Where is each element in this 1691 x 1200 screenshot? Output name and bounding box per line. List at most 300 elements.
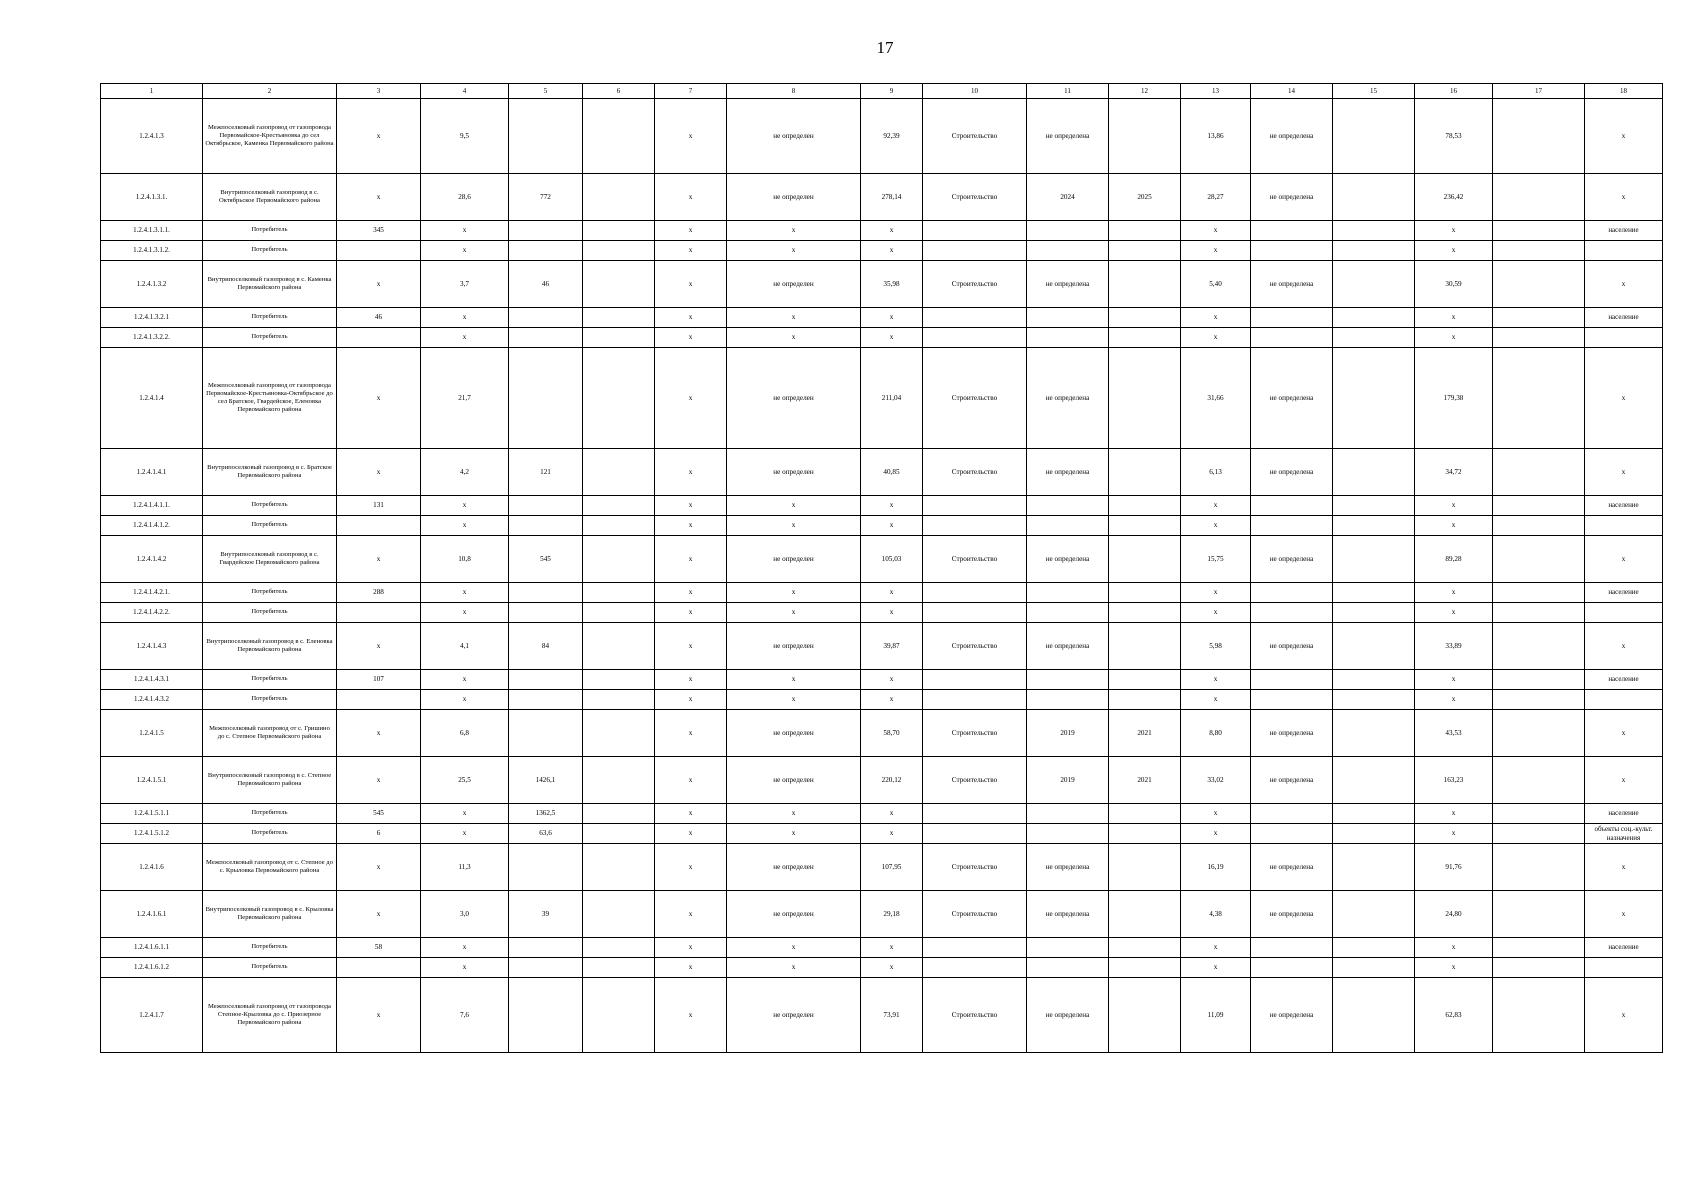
table-cell-col-8: x bbox=[727, 496, 861, 516]
table-cell-col-5: 84 bbox=[509, 623, 583, 670]
table-cell-col-4: 9,5 bbox=[421, 99, 509, 174]
table-cell-col-11: не определена bbox=[1027, 348, 1109, 449]
table-cell-col-9: x bbox=[861, 670, 923, 690]
table-cell-col-8: x bbox=[727, 241, 861, 261]
table-cell-col-16: 236,42 bbox=[1415, 174, 1493, 221]
table-cell-col-3 bbox=[337, 603, 421, 623]
table-cell-col-14 bbox=[1251, 496, 1333, 516]
table-row bbox=[101, 261, 1663, 308]
table-cell-col-4: 28,6 bbox=[421, 174, 509, 221]
table-row bbox=[101, 824, 1663, 844]
table-cell-col-2: Потребитель bbox=[203, 221, 337, 241]
table-cell-col-12: 2021 bbox=[1109, 757, 1181, 804]
table-cell-col-11 bbox=[1027, 938, 1109, 958]
table-header-row bbox=[101, 84, 1663, 99]
table-cell-col-17 bbox=[1493, 670, 1585, 690]
table-cell-col-15 bbox=[1333, 583, 1415, 603]
table-cell-col-18: население bbox=[1585, 938, 1663, 958]
table-cell-col-10: Строительство bbox=[923, 978, 1027, 1053]
table-cell-col-15 bbox=[1333, 241, 1415, 261]
table-cell-col-13: 11,09 bbox=[1181, 978, 1251, 1053]
table-cell-col-11 bbox=[1027, 496, 1109, 516]
table-cell-col-7: x bbox=[655, 496, 727, 516]
table-cell-col-5: 121 bbox=[509, 449, 583, 496]
table-cell-col-10 bbox=[923, 221, 1027, 241]
table-cell-col-1: 1.2.4.1.4.3.1 bbox=[101, 670, 203, 690]
table-cell-col-12 bbox=[1109, 261, 1181, 308]
table-cell-col-4: 6,8 bbox=[421, 710, 509, 757]
table-cell-col-2: Потребитель bbox=[203, 516, 337, 536]
table-cell-col-15 bbox=[1333, 757, 1415, 804]
table-cell-col-4: x bbox=[421, 603, 509, 623]
table-cell-col-2: Внутрипоселковый газопровод в с. Степное Первомайского района bbox=[203, 757, 337, 804]
column-header-15: 15 bbox=[1333, 84, 1415, 99]
table-cell-col-15 bbox=[1333, 328, 1415, 348]
table-cell-col-5 bbox=[509, 308, 583, 328]
table-cell-col-8: x bbox=[727, 958, 861, 978]
table-cell-col-13: x bbox=[1181, 496, 1251, 516]
table-cell-col-18: x bbox=[1585, 348, 1663, 449]
table-cell-col-11 bbox=[1027, 221, 1109, 241]
table-cell-col-6 bbox=[583, 603, 655, 623]
table-cell-col-2: Внутрипоселковый газопровод в с. Каменка Первомайского района bbox=[203, 261, 337, 308]
table-cell-col-18: население bbox=[1585, 496, 1663, 516]
table-row bbox=[101, 328, 1663, 348]
table-row bbox=[101, 804, 1663, 824]
table-cell-col-13: 31,66 bbox=[1181, 348, 1251, 449]
table-cell-col-17 bbox=[1493, 623, 1585, 670]
table-cell-col-14 bbox=[1251, 308, 1333, 328]
table-cell-col-16: x bbox=[1415, 804, 1493, 824]
table-row bbox=[101, 221, 1663, 241]
table-cell-col-16: x bbox=[1415, 241, 1493, 261]
table-cell-col-18 bbox=[1585, 241, 1663, 261]
table-cell-col-6 bbox=[583, 757, 655, 804]
table-cell-col-17 bbox=[1493, 958, 1585, 978]
table-cell-col-7: x bbox=[655, 690, 727, 710]
table-cell-col-7: x bbox=[655, 261, 727, 308]
table-cell-col-18: население bbox=[1585, 670, 1663, 690]
table-cell-col-12 bbox=[1109, 221, 1181, 241]
table-cell-col-18: население bbox=[1585, 221, 1663, 241]
table-cell-col-8: x bbox=[727, 516, 861, 536]
table-cell-col-6 bbox=[583, 710, 655, 757]
table-cell-col-11 bbox=[1027, 308, 1109, 328]
table-cell-col-8: не определен bbox=[727, 449, 861, 496]
table-cell-col-12 bbox=[1109, 308, 1181, 328]
table-cell-col-18: x bbox=[1585, 536, 1663, 583]
table-cell-col-15 bbox=[1333, 978, 1415, 1053]
table-cell-col-9: 107,95 bbox=[861, 844, 923, 891]
table-row bbox=[101, 99, 1663, 174]
table-cell-col-3: x bbox=[337, 536, 421, 583]
table-cell-col-17 bbox=[1493, 844, 1585, 891]
table-cell-col-18 bbox=[1585, 328, 1663, 348]
table-cell-col-15 bbox=[1333, 221, 1415, 241]
table-cell-col-12 bbox=[1109, 978, 1181, 1053]
column-header-3: 3 bbox=[337, 84, 421, 99]
table-cell-col-8: не определен bbox=[727, 536, 861, 583]
table-cell-col-7: x bbox=[655, 844, 727, 891]
table-cell-col-3 bbox=[337, 690, 421, 710]
table-cell-col-14: не определена bbox=[1251, 710, 1333, 757]
table-cell-col-15 bbox=[1333, 710, 1415, 757]
table-cell-col-4: 21,7 bbox=[421, 348, 509, 449]
table-cell-col-1: 1.2.4.1.6.1 bbox=[101, 891, 203, 938]
table-cell-col-9: 58,70 bbox=[861, 710, 923, 757]
table-row bbox=[101, 174, 1663, 221]
table-cell-col-15 bbox=[1333, 603, 1415, 623]
table-cell-col-3: 545 bbox=[337, 804, 421, 824]
table-cell-col-8: x bbox=[727, 804, 861, 824]
table-cell-col-5 bbox=[509, 958, 583, 978]
table-cell-col-3: x bbox=[337, 891, 421, 938]
table-row bbox=[101, 670, 1663, 690]
table-cell-col-16: 24,80 bbox=[1415, 891, 1493, 938]
table-cell-col-15 bbox=[1333, 261, 1415, 308]
table-cell-col-13: x bbox=[1181, 308, 1251, 328]
table-row bbox=[101, 958, 1663, 978]
table-cell-col-15 bbox=[1333, 824, 1415, 844]
table-cell-col-13: 33,02 bbox=[1181, 757, 1251, 804]
table-cell-col-5 bbox=[509, 221, 583, 241]
column-header-17: 17 bbox=[1493, 84, 1585, 99]
table-cell-col-18: объекты соц.-культ. назначения bbox=[1585, 824, 1663, 844]
table-cell-col-5: 46 bbox=[509, 261, 583, 308]
table-cell-col-2: Потребитель bbox=[203, 938, 337, 958]
table-cell-col-9: x bbox=[861, 690, 923, 710]
table-cell-col-14: не определена bbox=[1251, 348, 1333, 449]
table-cell-col-18: x bbox=[1585, 710, 1663, 757]
table-cell-col-16: 179,38 bbox=[1415, 348, 1493, 449]
table-cell-col-2: Внутрипоселковый газопровод в с. Гвардейское Первомайского района bbox=[203, 536, 337, 583]
table-cell-col-3: 46 bbox=[337, 308, 421, 328]
table-cell-col-10 bbox=[923, 496, 1027, 516]
table-cell-col-5 bbox=[509, 938, 583, 958]
table-cell-col-14: не определена bbox=[1251, 844, 1333, 891]
table-row bbox=[101, 690, 1663, 710]
table-cell-col-13: 6,13 bbox=[1181, 449, 1251, 496]
table-cell-col-2: Потребитель bbox=[203, 328, 337, 348]
table-cell-col-18 bbox=[1585, 690, 1663, 710]
table-cell-col-12 bbox=[1109, 824, 1181, 844]
table-cell-col-10 bbox=[923, 804, 1027, 824]
table-cell-col-8: x bbox=[727, 603, 861, 623]
table-cell-col-5 bbox=[509, 516, 583, 536]
table-cell-col-16: x bbox=[1415, 496, 1493, 516]
table-cell-col-15 bbox=[1333, 174, 1415, 221]
table-cell-col-7: x bbox=[655, 328, 727, 348]
table-cell-col-10 bbox=[923, 690, 1027, 710]
table-cell-col-8: x bbox=[727, 938, 861, 958]
table-cell-col-2: Потребитель bbox=[203, 804, 337, 824]
table-cell-col-15 bbox=[1333, 891, 1415, 938]
table-cell-col-8: x bbox=[727, 328, 861, 348]
table-cell-col-8: не определен bbox=[727, 99, 861, 174]
table-cell-col-12 bbox=[1109, 241, 1181, 261]
table-cell-col-7: x bbox=[655, 348, 727, 449]
table-cell-col-11: не определена bbox=[1027, 536, 1109, 583]
table-cell-col-9: x bbox=[861, 328, 923, 348]
table-cell-col-13: x bbox=[1181, 583, 1251, 603]
table-row bbox=[101, 449, 1663, 496]
column-header-10: 10 bbox=[923, 84, 1027, 99]
table-cell-col-17 bbox=[1493, 221, 1585, 241]
table-cell-col-9: x bbox=[861, 958, 923, 978]
table-row bbox=[101, 844, 1663, 891]
table-cell-col-4: x bbox=[421, 308, 509, 328]
table-cell-col-10 bbox=[923, 516, 1027, 536]
table-cell-col-1: 1.2.4.1.4.3 bbox=[101, 623, 203, 670]
table-cell-col-10 bbox=[923, 241, 1027, 261]
table-cell-col-5 bbox=[509, 690, 583, 710]
column-header-5: 5 bbox=[509, 84, 583, 99]
table-cell-col-1: 1.2.4.1.3.1. bbox=[101, 174, 203, 221]
table-cell-col-8: x bbox=[727, 824, 861, 844]
table-cell-col-8: не определен bbox=[727, 844, 861, 891]
table-cell-col-10: Строительство bbox=[923, 449, 1027, 496]
table-cell-col-9: x bbox=[861, 583, 923, 603]
table-cell-col-16: 34,72 bbox=[1415, 449, 1493, 496]
table-cell-col-13: x bbox=[1181, 958, 1251, 978]
table-cell-col-8: не определен bbox=[727, 174, 861, 221]
table-cell-col-10: Строительство bbox=[923, 710, 1027, 757]
table-cell-col-16: 43,53 bbox=[1415, 710, 1493, 757]
table-cell-col-12 bbox=[1109, 328, 1181, 348]
table-cell-col-2: Потребитель bbox=[203, 670, 337, 690]
table-cell-col-6 bbox=[583, 261, 655, 308]
table-cell-col-10 bbox=[923, 583, 1027, 603]
table-cell-col-15 bbox=[1333, 348, 1415, 449]
table-cell-col-15 bbox=[1333, 690, 1415, 710]
table-cell-col-5 bbox=[509, 348, 583, 449]
table-cell-col-10 bbox=[923, 328, 1027, 348]
table-cell-col-14 bbox=[1251, 938, 1333, 958]
table-cell-col-18: x bbox=[1585, 261, 1663, 308]
table-cell-col-18: x bbox=[1585, 99, 1663, 174]
table-cell-col-11: 2019 bbox=[1027, 757, 1109, 804]
table-cell-col-5 bbox=[509, 583, 583, 603]
table-cell-col-6 bbox=[583, 449, 655, 496]
table-cell-col-14 bbox=[1251, 824, 1333, 844]
table-cell-col-12 bbox=[1109, 844, 1181, 891]
table-cell-col-9: x bbox=[861, 804, 923, 824]
table-cell-col-6 bbox=[583, 308, 655, 328]
table-cell-col-18: x bbox=[1585, 623, 1663, 670]
table-cell-col-1: 1.2.4.1.4.2.2. bbox=[101, 603, 203, 623]
table-cell-col-5 bbox=[509, 670, 583, 690]
table-row bbox=[101, 536, 1663, 583]
table-cell-col-1: 1.2.4.1.3 bbox=[101, 99, 203, 174]
table-cell-col-17 bbox=[1493, 603, 1585, 623]
table-row bbox=[101, 938, 1663, 958]
table-cell-col-12 bbox=[1109, 623, 1181, 670]
table-cell-col-12 bbox=[1109, 449, 1181, 496]
table-cell-col-3: x bbox=[337, 348, 421, 449]
table-cell-col-14 bbox=[1251, 328, 1333, 348]
table-cell-col-9: 105,03 bbox=[861, 536, 923, 583]
table-cell-col-6 bbox=[583, 844, 655, 891]
table-cell-col-10 bbox=[923, 938, 1027, 958]
table-cell-col-17 bbox=[1493, 690, 1585, 710]
table-cell-col-12 bbox=[1109, 690, 1181, 710]
table-cell-col-1: 1.2.4.1.6 bbox=[101, 844, 203, 891]
table-cell-col-1: 1.2.4.1.4 bbox=[101, 348, 203, 449]
table-cell-col-2: Потребитель bbox=[203, 496, 337, 516]
table-cell-col-1: 1.2.4.1.3.1.1. bbox=[101, 221, 203, 241]
table-cell-col-1: 1.2.4.1.4.2.1. bbox=[101, 583, 203, 603]
table-cell-col-4: 4,2 bbox=[421, 449, 509, 496]
table-cell-col-1: 1.2.4.1.4.1.1. bbox=[101, 496, 203, 516]
table-cell-col-1: 1.2.4.1.3.2 bbox=[101, 261, 203, 308]
table-cell-col-1: 1.2.4.1.5.1.2 bbox=[101, 824, 203, 844]
table-cell-col-7: x bbox=[655, 308, 727, 328]
table-cell-col-1: 1.2.4.1.5.1 bbox=[101, 757, 203, 804]
table-cell-col-11 bbox=[1027, 690, 1109, 710]
table-cell-col-11 bbox=[1027, 583, 1109, 603]
table-row bbox=[101, 757, 1663, 804]
table-cell-col-3: 58 bbox=[337, 938, 421, 958]
table-cell-col-18: x bbox=[1585, 891, 1663, 938]
table-cell-col-6 bbox=[583, 221, 655, 241]
table-row bbox=[101, 583, 1663, 603]
table-cell-col-15 bbox=[1333, 308, 1415, 328]
table-cell-col-17 bbox=[1493, 536, 1585, 583]
table-cell-col-6 bbox=[583, 690, 655, 710]
table-cell-col-2: Потребитель bbox=[203, 958, 337, 978]
table-cell-col-2: Межпоселковый газопровод от газопровода Первомайское-Крестьяновка-Октябрьское до сел Братское, Гвардейское, Еленовка Первомайского района bbox=[203, 348, 337, 449]
table-cell-col-12 bbox=[1109, 670, 1181, 690]
table-cell-col-3 bbox=[337, 328, 421, 348]
table-cell-col-18 bbox=[1585, 516, 1663, 536]
column-header-6: 6 bbox=[583, 84, 655, 99]
table-cell-col-3: 6 bbox=[337, 824, 421, 844]
table-cell-col-12 bbox=[1109, 891, 1181, 938]
table-cell-col-12 bbox=[1109, 804, 1181, 824]
table-cell-col-13: x bbox=[1181, 690, 1251, 710]
table-cell-col-8: не определен bbox=[727, 623, 861, 670]
table-cell-col-14 bbox=[1251, 241, 1333, 261]
table-cell-col-4: x bbox=[421, 583, 509, 603]
table-cell-col-5 bbox=[509, 241, 583, 261]
table-cell-col-10: Строительство bbox=[923, 623, 1027, 670]
table-row bbox=[101, 623, 1663, 670]
table-cell-col-11 bbox=[1027, 804, 1109, 824]
table-cell-col-10 bbox=[923, 824, 1027, 844]
table-cell-col-1: 1.2.4.1.5 bbox=[101, 710, 203, 757]
table-cell-col-5 bbox=[509, 328, 583, 348]
table-cell-col-16: x bbox=[1415, 603, 1493, 623]
table-cell-col-15 bbox=[1333, 623, 1415, 670]
table-cell-col-16: 62,83 bbox=[1415, 978, 1493, 1053]
table-cell-col-7: x bbox=[655, 824, 727, 844]
table-cell-col-6 bbox=[583, 824, 655, 844]
table-cell-col-12: 2025 bbox=[1109, 174, 1181, 221]
table-cell-col-14: не определена bbox=[1251, 978, 1333, 1053]
table-cell-col-16: x bbox=[1415, 670, 1493, 690]
table-cell-col-2: Потребитель bbox=[203, 241, 337, 261]
table-cell-col-17 bbox=[1493, 710, 1585, 757]
table-cell-col-11 bbox=[1027, 328, 1109, 348]
table-cell-col-16: 89,28 bbox=[1415, 536, 1493, 583]
table-cell-col-11: не определена bbox=[1027, 261, 1109, 308]
table-cell-col-14: не определена bbox=[1251, 449, 1333, 496]
table-cell-col-9: x bbox=[861, 824, 923, 844]
table-cell-col-11: не определена bbox=[1027, 99, 1109, 174]
table-cell-col-2: Межпоселковый газопровод от с. Гришино до с. Степное Первомайского района bbox=[203, 710, 337, 757]
column-header-11: 11 bbox=[1027, 84, 1109, 99]
table-cell-col-7: x bbox=[655, 938, 727, 958]
table-cell-col-13: 16,19 bbox=[1181, 844, 1251, 891]
table-cell-col-17 bbox=[1493, 328, 1585, 348]
table-cell-col-6 bbox=[583, 174, 655, 221]
table-cell-col-16: x bbox=[1415, 583, 1493, 603]
table-cell-col-18: x bbox=[1585, 757, 1663, 804]
table-cell-col-4: x bbox=[421, 516, 509, 536]
table-cell-col-4: x bbox=[421, 804, 509, 824]
table-cell-col-7: x bbox=[655, 99, 727, 174]
table-cell-col-7: x bbox=[655, 241, 727, 261]
table-cell-col-4: x bbox=[421, 221, 509, 241]
table-cell-col-7: x bbox=[655, 449, 727, 496]
table-cell-col-11: не определена bbox=[1027, 891, 1109, 938]
table-cell-col-2: Внутрипоселковый газопровод в с. Октябрьское Первомайского района bbox=[203, 174, 337, 221]
table-cell-col-15 bbox=[1333, 844, 1415, 891]
table-cell-col-4: 7,6 bbox=[421, 978, 509, 1053]
table-cell-col-6 bbox=[583, 891, 655, 938]
table-cell-col-3: x bbox=[337, 449, 421, 496]
table-cell-col-9: 73,91 bbox=[861, 978, 923, 1053]
table-cell-col-6 bbox=[583, 938, 655, 958]
table-cell-col-11: не определена bbox=[1027, 978, 1109, 1053]
table-cell-col-16: x bbox=[1415, 328, 1493, 348]
table-cell-col-14 bbox=[1251, 221, 1333, 241]
table-cell-col-7: x bbox=[655, 670, 727, 690]
table-cell-col-13: x bbox=[1181, 516, 1251, 536]
table-cell-col-6 bbox=[583, 241, 655, 261]
table-cell-col-1: 1.2.4.1.3.1.2. bbox=[101, 241, 203, 261]
table-cell-col-12: 2021 bbox=[1109, 710, 1181, 757]
table-cell-col-5 bbox=[509, 603, 583, 623]
table-cell-col-18: население bbox=[1585, 804, 1663, 824]
table-cell-col-11: не определена bbox=[1027, 844, 1109, 891]
table-cell-col-3: x bbox=[337, 99, 421, 174]
table-cell-col-17 bbox=[1493, 99, 1585, 174]
table-cell-col-17 bbox=[1493, 449, 1585, 496]
table-cell-col-13: 4,38 bbox=[1181, 891, 1251, 938]
table-cell-col-10: Строительство bbox=[923, 261, 1027, 308]
column-header-13: 13 bbox=[1181, 84, 1251, 99]
table-cell-col-2: Межпоселковый газопровод от газопровода Первомайское-Крестьяновка до сел Октябрьское, Каменка Первомайского района bbox=[203, 99, 337, 174]
table-cell-col-3: x bbox=[337, 623, 421, 670]
table-cell-col-6 bbox=[583, 670, 655, 690]
table-cell-col-6 bbox=[583, 99, 655, 174]
table-cell-col-14: не определена bbox=[1251, 891, 1333, 938]
table-cell-col-10: Строительство bbox=[923, 99, 1027, 174]
table-cell-col-9: 220,12 bbox=[861, 757, 923, 804]
column-header-7: 7 bbox=[655, 84, 727, 99]
table-cell-col-7: x bbox=[655, 536, 727, 583]
table-cell-col-12 bbox=[1109, 603, 1181, 623]
column-header-8: 8 bbox=[727, 84, 861, 99]
table-cell-col-17 bbox=[1493, 757, 1585, 804]
table-cell-col-2: Межпоселковый газопровод от с. Степное до с. Крыловка Первомайского района bbox=[203, 844, 337, 891]
table-row bbox=[101, 496, 1663, 516]
table-cell-col-9: x bbox=[861, 241, 923, 261]
table-cell-col-12 bbox=[1109, 348, 1181, 449]
table-cell-col-10: Строительство bbox=[923, 844, 1027, 891]
table-cell-col-3: 288 bbox=[337, 583, 421, 603]
